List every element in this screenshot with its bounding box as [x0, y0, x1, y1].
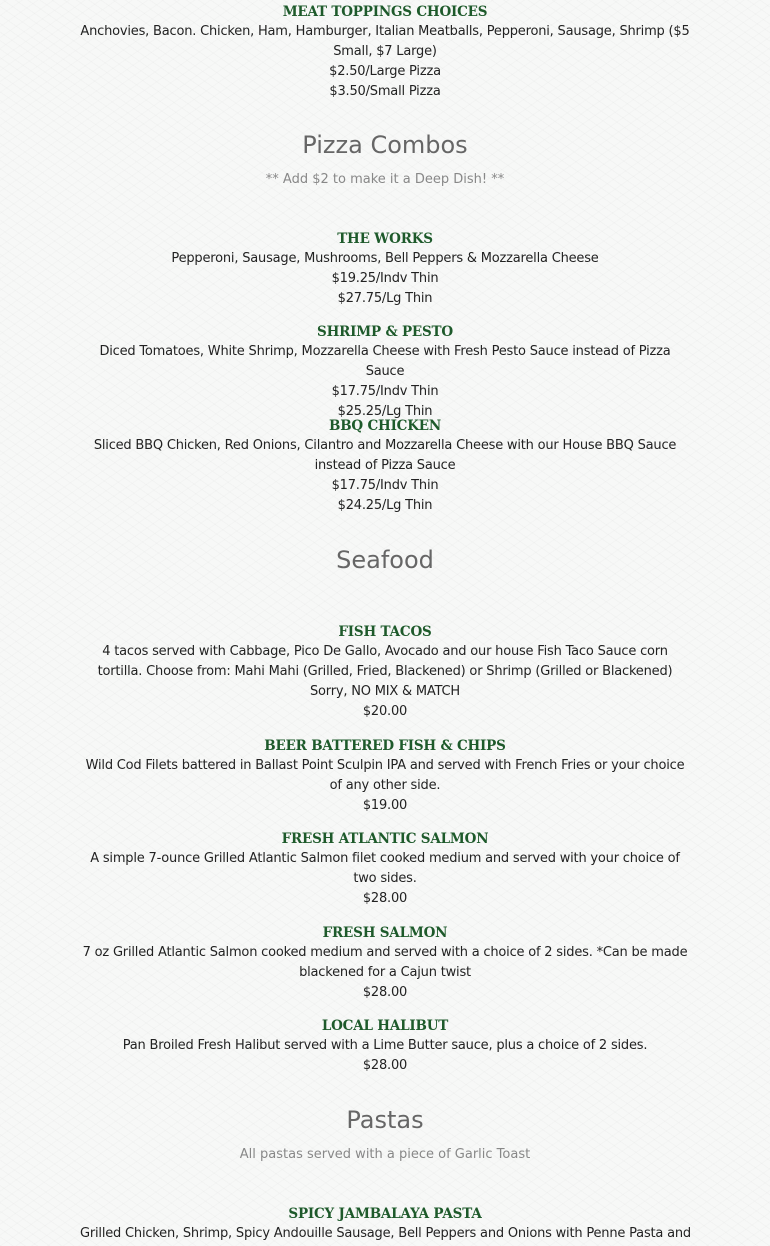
menu-item-shrimp-pesto	[80, 322, 690, 422]
menu-item-spicy-jambalaya-pasta	[80, 1204, 690, 1244]
item-price: $17.75/Indv Thin	[331, 478, 439, 493]
section-note-garlic-toast: All pastas served with a piece of Garlic Toast	[239, 1147, 531, 1162]
item-description: Grilled Chicken, Shrimp, Spicy Andouille Sausage, Bell Peppers and Onions with Penne Pasta and	[80, 1226, 691, 1241]
item-title: LOCAL HALIBUT	[321, 1018, 449, 1034]
item-title: FRESH SALMON	[322, 925, 448, 941]
menu-item-the-works	[80, 229, 690, 309]
item-title: SPICY JAMBALAYA PASTA	[288, 1206, 482, 1222]
item-title: THE WORKS	[337, 231, 433, 247]
item-title: MEAT TOPPINGS CHOICES	[282, 4, 488, 20]
item-price: $28.00	[362, 1058, 408, 1073]
item-title: BBQ CHICKEN	[328, 418, 441, 434]
item-description: 7 oz Grilled Atlantic Salmon cooked medium and served with a choice of 2 sides. *Can be made blackened for a Cajun twist	[82, 945, 688, 980]
item-description: Sliced BBQ Chicken, Red Onions, Cilantro and Mozzarella Cheese with our House BBQ Sauce instead of Pizza Sauce	[93, 438, 677, 473]
item-price: $19.25/Indv Thin	[331, 271, 439, 286]
item-price: $3.50/Small Pizza	[329, 84, 441, 99]
item-price: $17.75/Indv Thin	[331, 384, 439, 399]
item-description: Pan Broiled Fresh Halibut served with a Lime Butter sauce, plus a choice of 2 sides.	[122, 1038, 648, 1053]
item-price: $24.25/Lg Thin	[337, 498, 433, 513]
item-price: $19.00	[362, 798, 408, 813]
item-description: Wild Cod Filets battered in Ballast Point Sculpin IPA and served with French Fries or your choice of any other side.	[85, 758, 685, 793]
item-description: A simple 7-ounce Grilled Atlantic Salmon filet cooked medium and served with your choice of two sides.	[90, 851, 680, 886]
menu-item-fresh-salmon	[80, 923, 690, 1003]
item-description: 4 tacos served with Cabbage, Pico De Gallo, Avocado and our house Fish Taco Sauce corn tortilla. Choose from: Mahi Mahi (Grilled, Fried, Blackened) or Shrimp (Grilled or Blackened) Sorry, NO MIX & MATCH	[97, 644, 673, 699]
item-description: Anchovies, Bacon. Chicken, Ham, Hamburger, Italian Meatballs, Pepperoni, Sausage, Shrimp ($5 Small, $7 Large)	[80, 24, 690, 59]
section-heading-pastas: Pastas	[346, 1106, 424, 1134]
item-title: FISH TACOS	[338, 624, 432, 640]
item-price: $20.00	[362, 704, 408, 719]
menu-item-local-halibut	[80, 1016, 690, 1076]
item-title: SHRIMP & PESTO	[317, 324, 453, 340]
menu-item-meat-toppings	[80, 2, 690, 102]
section-heading-seafood: Seafood	[336, 546, 434, 574]
menu-item-fish-tacos	[80, 622, 690, 722]
menu-item-bbq-chicken	[80, 416, 690, 516]
item-price: $28.00	[362, 985, 408, 1000]
item-description: Diced Tomatoes, White Shrimp, Mozzarella Cheese with Fresh Pesto Sauce instead of Pizza Sauce	[99, 344, 671, 379]
item-price: $27.75/Lg Thin	[337, 291, 433, 306]
item-price: $28.00	[362, 891, 408, 906]
item-title: BEER BATTERED FISH & CHIPS	[264, 738, 506, 754]
item-price: $25.25/Lg Thin	[337, 404, 433, 419]
item-price: $2.50/Large Pizza	[329, 64, 441, 79]
menu-item-fish-chips	[80, 736, 690, 816]
item-title: FRESH ATLANTIC SALMON	[281, 831, 489, 847]
item-description: Pepperoni, Sausage, Mushrooms, Bell Peppers & Mozzarella Cheese	[171, 251, 599, 266]
menu-item-fresh-atlantic-salmon	[80, 829, 690, 909]
section-note-deep-dish: ** Add $2 to make it a Deep Dish! **	[265, 172, 505, 187]
section-heading-pizza-combos: Pizza Combos	[302, 131, 468, 159]
